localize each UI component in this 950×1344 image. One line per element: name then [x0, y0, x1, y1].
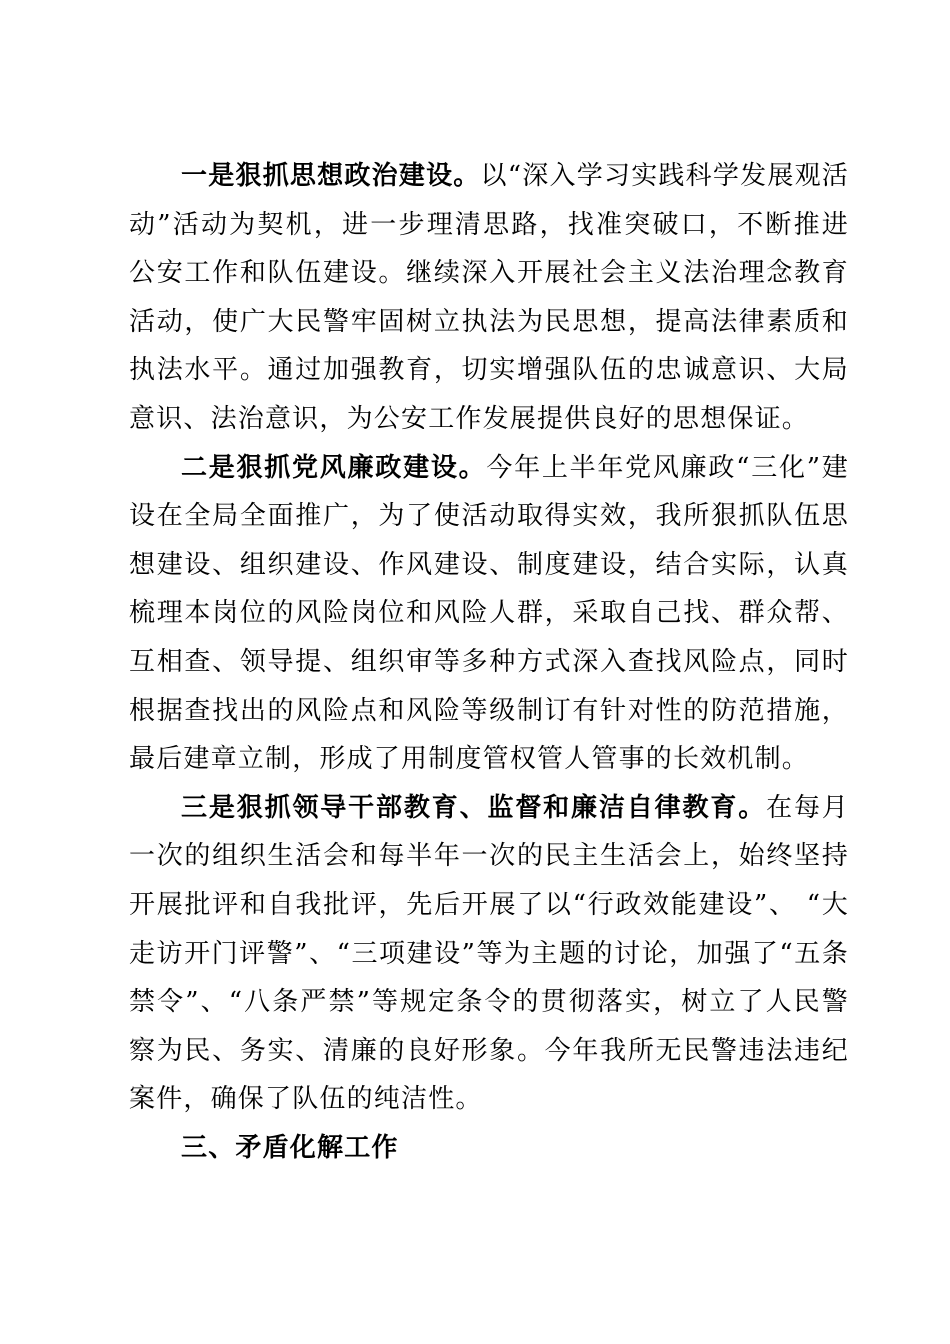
paragraph-lead: 三是狠抓领导干部教育、监督和廉洁自律教育。: [181, 792, 767, 823]
paragraph-text: 在每月一次的组织生活会和每半年一次的民主生活会上，始终坚持开展批评和自我批评，先后开展了以“行政效能建设”、 “大走访开门评警”、“三项建设”等为主题的讨论，加强了“五条禁令”、“八条严禁”等规定条令的贯彻落实，树立了人民警察为民、务实、清廉的良好形象。今年我所无民警违法违纪案件，确保了队伍的纯洁性。: [129, 792, 849, 1115]
paragraph-ideological-political: [129, 152, 849, 444]
section-heading: 三、矛盾化解工作: [181, 1132, 399, 1163]
paragraph-text: 以“深入学习实践科学发展观活动”活动为契机，进一步理清思路，找准突破口，不断推进公安工作和队伍建设。继续深入开展社会主义法治理念教育活动，使广大民警牢固树立执法为民思想，提高法律素质和执法水平。通过加强教育，切实增强队伍的忠诚意识、大局意识、法治意识，为公安工作发展提供良好的思想保证。: [129, 161, 850, 434]
paragraph-leader-education: [129, 784, 849, 1124]
paragraph-lead: 二是狠抓党风廉政建设。: [181, 452, 487, 483]
paragraph-text: 今年上半年党风廉政“三化”建设在全局全面推广，为了使活动取得实效，我所狠抓队伍思想建设、组织建设、作风建设、制度建设，结合实际，认真梳理本岗位的风险岗位和风险人群，采取自己找、群众帮、互相查、领导提、组织审等多种方式深入查找风险点，同时根据查找出的风险点和风险等级制订有针对性的防范措施，最后建章立制，形成了用制度管权管人管事的长效机制。: [129, 452, 850, 775]
paragraph-party-integrity: [129, 444, 849, 784]
document-body: [129, 152, 849, 1172]
paragraph-lead: 一是狠抓思想政治建设。: [181, 161, 481, 191]
